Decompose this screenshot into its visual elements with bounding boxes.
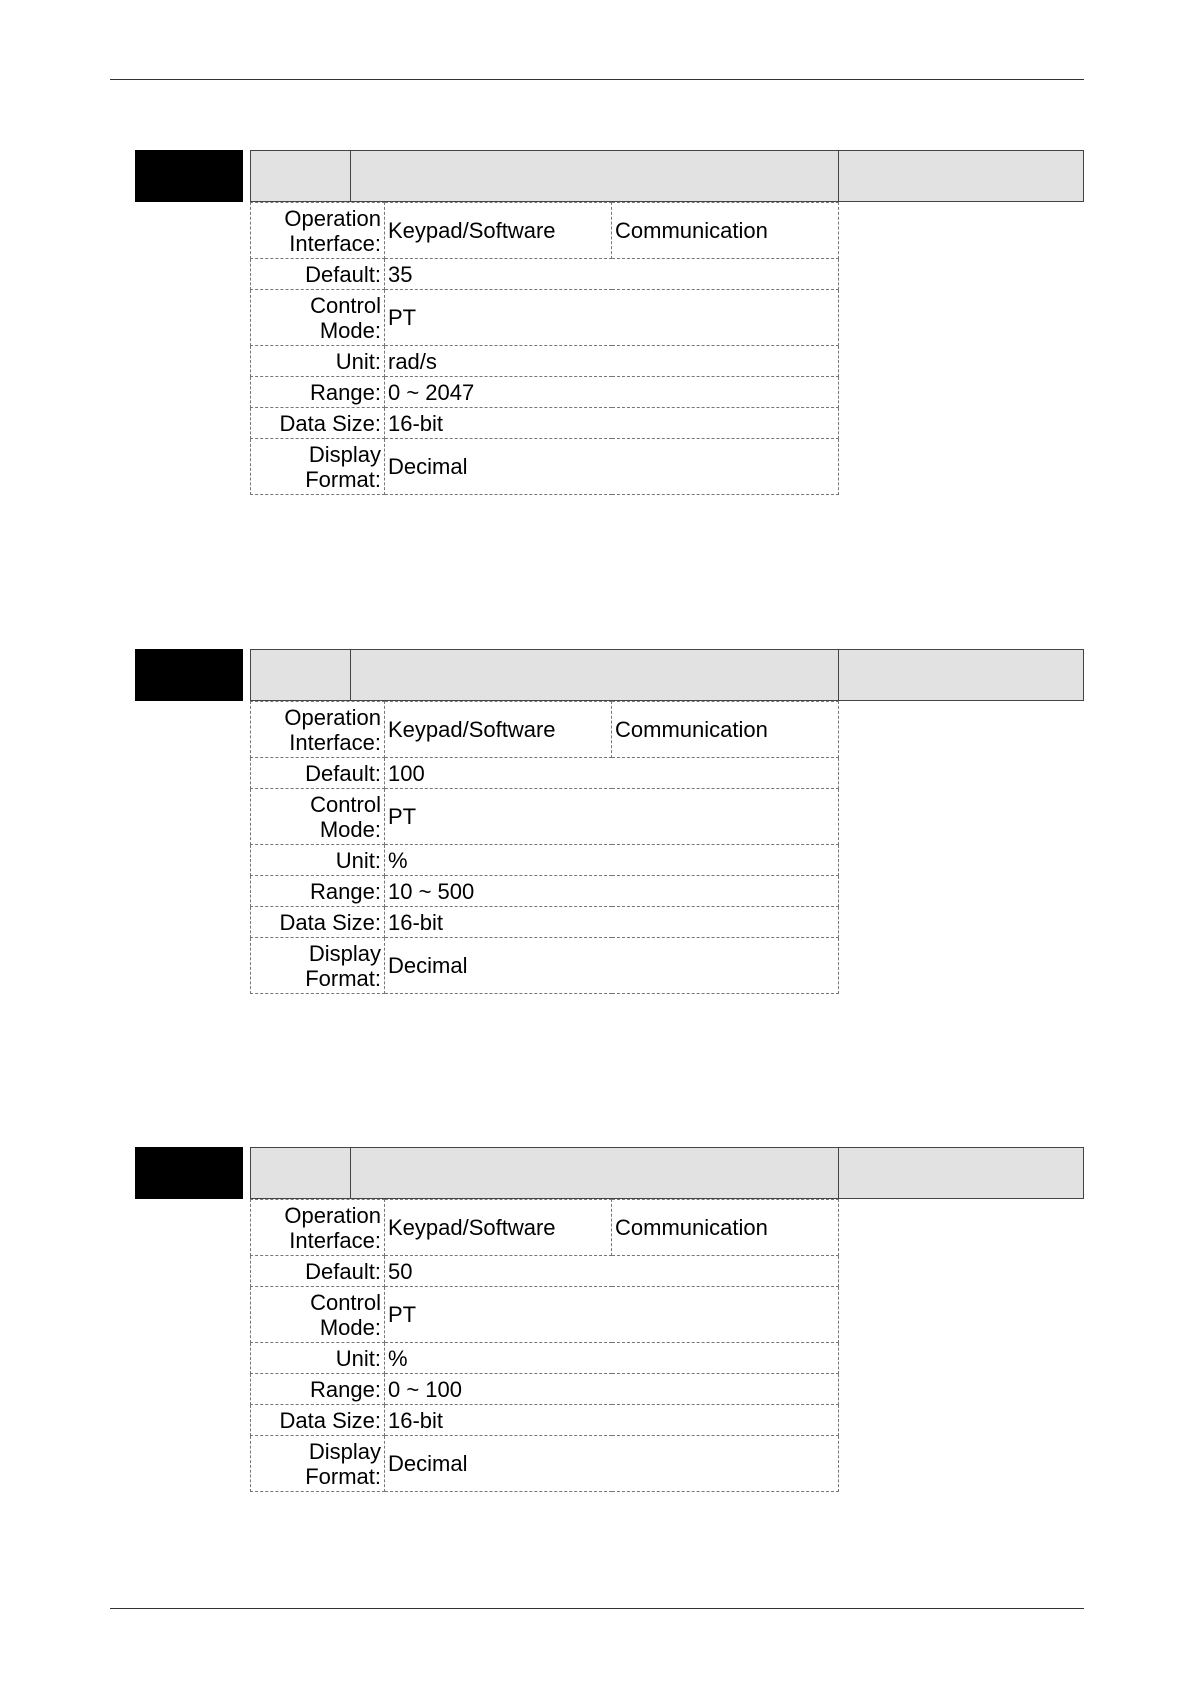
unit-row [251,346,839,377]
default-label: Default: [251,259,385,290]
parameter-code-tab [135,150,243,202]
control-mode-label: Control Mode: [251,1287,385,1343]
control-mode-row [251,789,839,845]
data-size-label: Data Size: [251,408,385,439]
unit-value: % [385,845,839,876]
data-size-label: Data Size: [251,907,385,938]
display-format-label: Display Format: [251,938,385,994]
control-mode-value: PT [385,290,839,346]
parameter-code-tab [135,649,243,701]
control-mode-row [251,290,839,346]
parameter-properties-table [250,701,839,994]
parameter-block-2 [0,649,1190,989]
display-format-row [251,439,839,495]
default-label: Default: [251,1256,385,1287]
unit-label: Unit: [251,1343,385,1374]
range-value: 0 ~ 100 [385,1374,839,1405]
range-value: 0 ~ 2047 [385,377,839,408]
unit-label: Unit: [251,346,385,377]
display-format-value: Decimal [385,1436,839,1492]
display-format-label: Display Format: [251,439,385,495]
bottom-rule [110,1608,1084,1609]
range-row [251,1374,839,1405]
display-format-row [251,1436,839,1492]
operation-interface-label: Operation Interface: [251,203,385,259]
unit-value: rad/s [385,346,839,377]
parameter-header-bar [250,649,1084,701]
range-row [251,377,839,408]
communication-value: Communication [612,203,839,259]
top-rule [110,79,1084,80]
header-divider [838,1148,839,1198]
operation-interface-label: Operation Interface: [251,702,385,758]
default-value: 100 [385,758,839,789]
communication-value: Communication [612,1200,839,1256]
display-format-value: Decimal [385,938,839,994]
unit-value: % [385,1343,839,1374]
header-divider [838,151,839,201]
data-size-row [251,907,839,938]
data-size-row [251,408,839,439]
keypad-software-value: Keypad/Software [385,203,612,259]
default-row [251,758,839,789]
operation-interface-row [251,203,839,259]
unit-row [251,1343,839,1374]
communication-value: Communication [612,702,839,758]
data-size-label: Data Size: [251,1405,385,1436]
range-label: Range: [251,1374,385,1405]
control-mode-label: Control Mode: [251,290,385,346]
parameter-header-bar [250,150,1084,202]
range-label: Range: [251,377,385,408]
range-row [251,876,839,907]
header-divider [838,650,839,700]
parameter-block-3 [0,1147,1190,1487]
operation-interface-label: Operation Interface: [251,1200,385,1256]
display-format-label: Display Format: [251,1436,385,1492]
operation-interface-row [251,702,839,758]
data-size-value: 16-bit [385,408,839,439]
control-mode-label: Control Mode: [251,789,385,845]
data-size-value: 16-bit [385,1405,839,1436]
data-size-value: 16-bit [385,907,839,938]
parameter-block-1 [0,150,1190,490]
parameter-properties-table [250,202,839,495]
parameter-properties-table [250,1199,839,1492]
data-size-row [251,1405,839,1436]
range-value: 10 ~ 500 [385,876,839,907]
default-row [251,259,839,290]
default-row [251,1256,839,1287]
range-label: Range: [251,876,385,907]
unit-row [251,845,839,876]
operation-interface-row [251,1200,839,1256]
default-label: Default: [251,758,385,789]
control-mode-row [251,1287,839,1343]
header-divider [350,1148,351,1198]
display-format-value: Decimal [385,439,839,495]
control-mode-value: PT [385,1287,839,1343]
header-divider [350,650,351,700]
display-format-row [251,938,839,994]
keypad-software-value: Keypad/Software [385,702,612,758]
unit-label: Unit: [251,845,385,876]
keypad-software-value: Keypad/Software [385,1200,612,1256]
default-value: 50 [385,1256,839,1287]
parameter-header-bar [250,1147,1084,1199]
header-divider [350,151,351,201]
default-value: 35 [385,259,839,290]
control-mode-value: PT [385,789,839,845]
parameter-code-tab [135,1147,243,1199]
